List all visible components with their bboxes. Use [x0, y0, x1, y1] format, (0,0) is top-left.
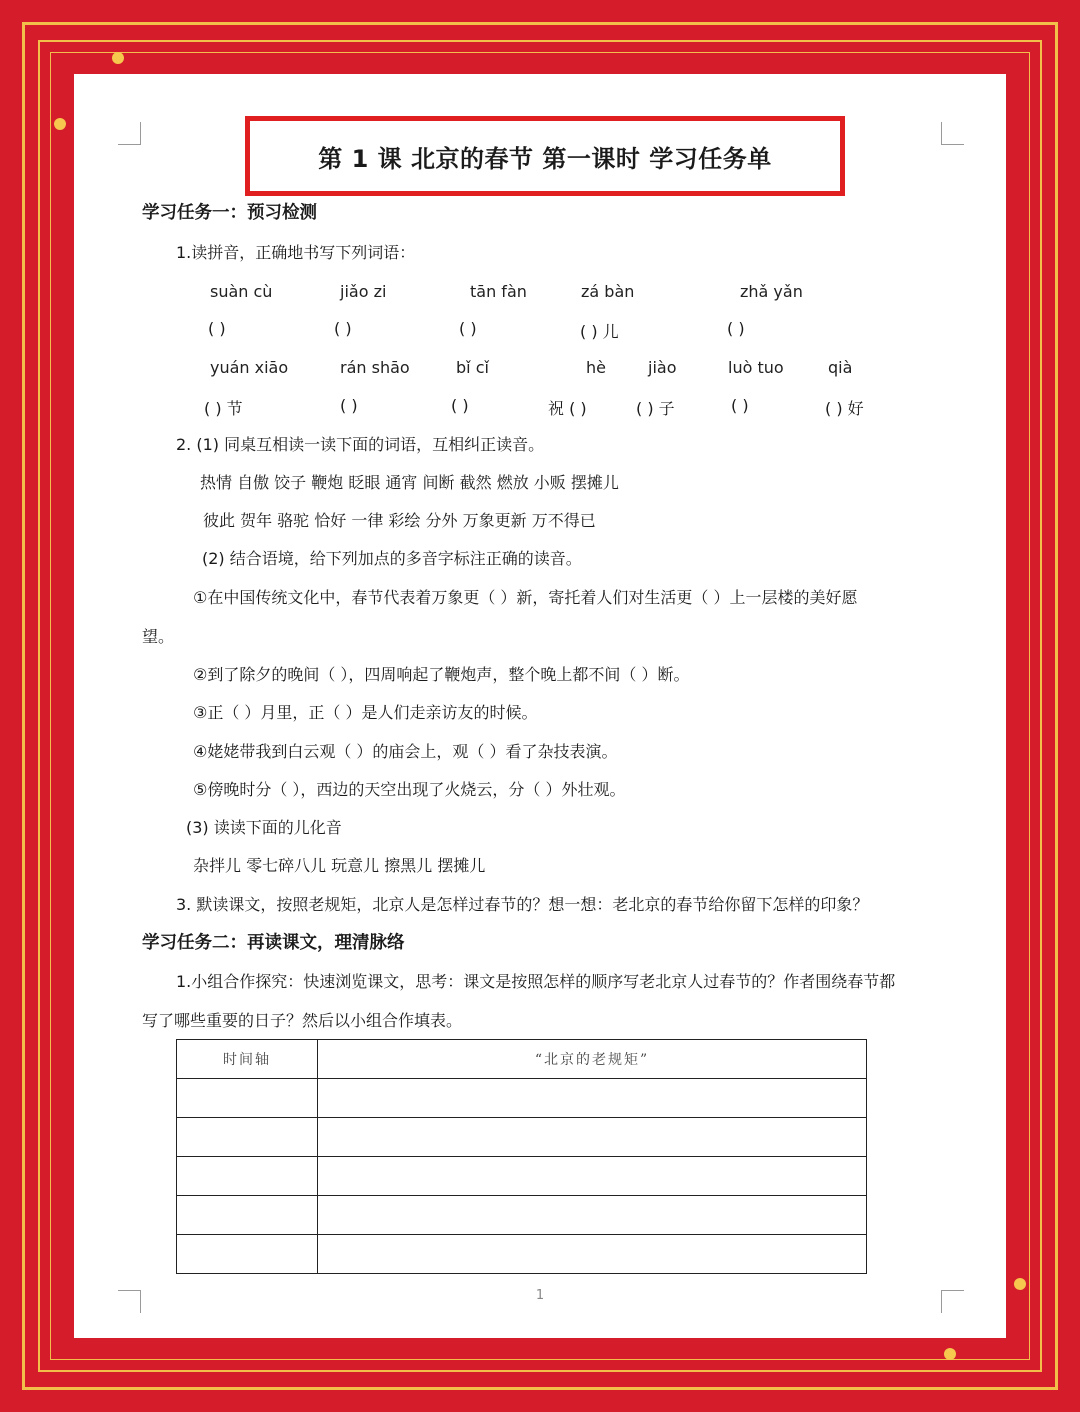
pinyin-item: hè: [586, 358, 606, 377]
pinyin-item: zhǎ yǎn: [740, 282, 803, 301]
decor-dot: [944, 1348, 956, 1360]
table-row: [177, 1157, 867, 1196]
table-header-row: [177, 1040, 867, 1079]
answer-blank[interactable]: ( ) 好: [825, 399, 864, 418]
answer-blank[interactable]: ( ): [451, 396, 469, 415]
crop-mark: [941, 1290, 964, 1313]
table-cell[interactable]: [177, 1118, 318, 1157]
crop-mark: [118, 122, 141, 145]
table-cell[interactable]: [318, 1079, 867, 1118]
sentence-2: ②到了除夕的晚间（ ），四周响起了鞭炮声，整个晚上都不间（ ）断。: [193, 665, 690, 684]
task2-question-1-cont: 写了哪些重要的日子？然后以小组合作填表。: [142, 1011, 463, 1030]
table-cell[interactable]: [177, 1079, 318, 1118]
table-row: [177, 1235, 867, 1274]
answer-blank[interactable]: 祝 ( ): [548, 399, 587, 418]
question-3: 3. 默读课文，按照老规矩，北京人是怎样过春节的？想一想：老北京的春节给你留下怎样的印象？: [176, 895, 869, 914]
answer-blank[interactable]: ( ) 儿: [580, 322, 619, 341]
table-row: [177, 1196, 867, 1235]
answer-blank[interactable]: ( ): [459, 319, 477, 338]
pinyin-item: rán shāo: [340, 358, 410, 377]
table-row: [177, 1079, 867, 1118]
sentence-1-cont: 望。: [142, 627, 175, 646]
sentence-5: ⑤傍晚时分（ ），西边的天空出现了火烧云，分（ ）外壮观。: [193, 780, 626, 799]
pinyin-item: bǐ cǐ: [456, 358, 489, 377]
question-1: 1.读拼音，正确地书写下列词语：: [176, 243, 416, 262]
answer-blank[interactable]: ( ): [731, 396, 749, 415]
sentence-1: ①在中国传统文化中，春节代表着万象更（ ）新，寄托着人们对生活更（ ）上一层楼的美好愿: [193, 588, 858, 607]
table-cell[interactable]: [177, 1235, 318, 1274]
answer-blank[interactable]: ( ): [727, 319, 745, 338]
pinyin-item: zá bàn: [581, 282, 635, 301]
answer-blank[interactable]: ( ): [340, 396, 358, 415]
timeline-table: [176, 1039, 867, 1274]
table-cell[interactable]: [177, 1196, 318, 1235]
table-row: [177, 1118, 867, 1157]
table-cell[interactable]: [318, 1235, 867, 1274]
sentence-4: ④姥姥带我到白云观（ ）的庙会上，观（ ）看了杂技表演。: [193, 742, 618, 761]
word-list: 彼此 贺年 骆驼 恰好 一律 彩绘 分外 万象更新 万不得已: [203, 511, 596, 530]
decor-dot: [1014, 1278, 1026, 1290]
table-header-timeline: 时间轴: [177, 1040, 318, 1079]
pinyin-item: luò tuo: [728, 358, 784, 377]
pinyin-item: jiǎo zi: [340, 282, 387, 301]
sentence-3: ③正（ ）月里，正（ ）是人们走亲访友的时候。: [193, 703, 538, 722]
task2-question-1: 1.小组合作探究：快速浏览课文，思考：课文是按照怎样的顺序写老北京人过春节的？作者围绕春节都: [176, 972, 896, 991]
page-title: 第 1 课 北京的春节 第一课时 学习任务单: [245, 116, 845, 196]
pinyin-item: suàn cù: [210, 282, 273, 301]
question-2-3: (3) 读读下面的儿化音: [186, 818, 342, 837]
task2-heading: 学习任务二：再读课文，理清脉络: [142, 933, 405, 953]
answer-blank[interactable]: ( ) 子: [636, 399, 675, 418]
pinyin-item: tān fàn: [470, 282, 527, 301]
crop-mark: [941, 122, 964, 145]
decor-dot: [112, 52, 124, 64]
table-cell[interactable]: [177, 1157, 318, 1196]
pinyin-item: qià: [828, 358, 853, 377]
pinyin-item: yuán xiāo: [210, 358, 289, 377]
table-cell[interactable]: [318, 1157, 867, 1196]
answer-blank[interactable]: ( ) 节: [204, 399, 243, 418]
question-2-2: (2) 结合语境，给下列加点的多音字标注正确的读音。: [202, 549, 582, 568]
crop-mark: [118, 1290, 141, 1313]
pinyin-item: jiào: [648, 358, 677, 377]
table-cell[interactable]: [318, 1118, 867, 1157]
task1-heading: 学习任务一：预习检测: [142, 203, 317, 223]
answer-blank[interactable]: ( ): [334, 319, 352, 338]
table-cell[interactable]: [318, 1196, 867, 1235]
erhua-word-list: 杂拌儿 零七碎八儿 玩意儿 擦黑儿 摆摊儿: [193, 856, 486, 875]
decor-dot: [54, 118, 66, 130]
page-number: 1: [535, 1288, 545, 1303]
word-list: 热情 自傲 饺子 鞭炮 眨眼 通宵 间断 截然 燃放 小贩 摆摊儿: [200, 473, 619, 492]
question-2-1: 2. (1) 同桌互相读一读下面的词语，互相纠正读音。: [176, 435, 545, 454]
answer-blank[interactable]: ( ): [208, 319, 226, 338]
table-header-customs: “北京的老规矩”: [318, 1040, 867, 1079]
